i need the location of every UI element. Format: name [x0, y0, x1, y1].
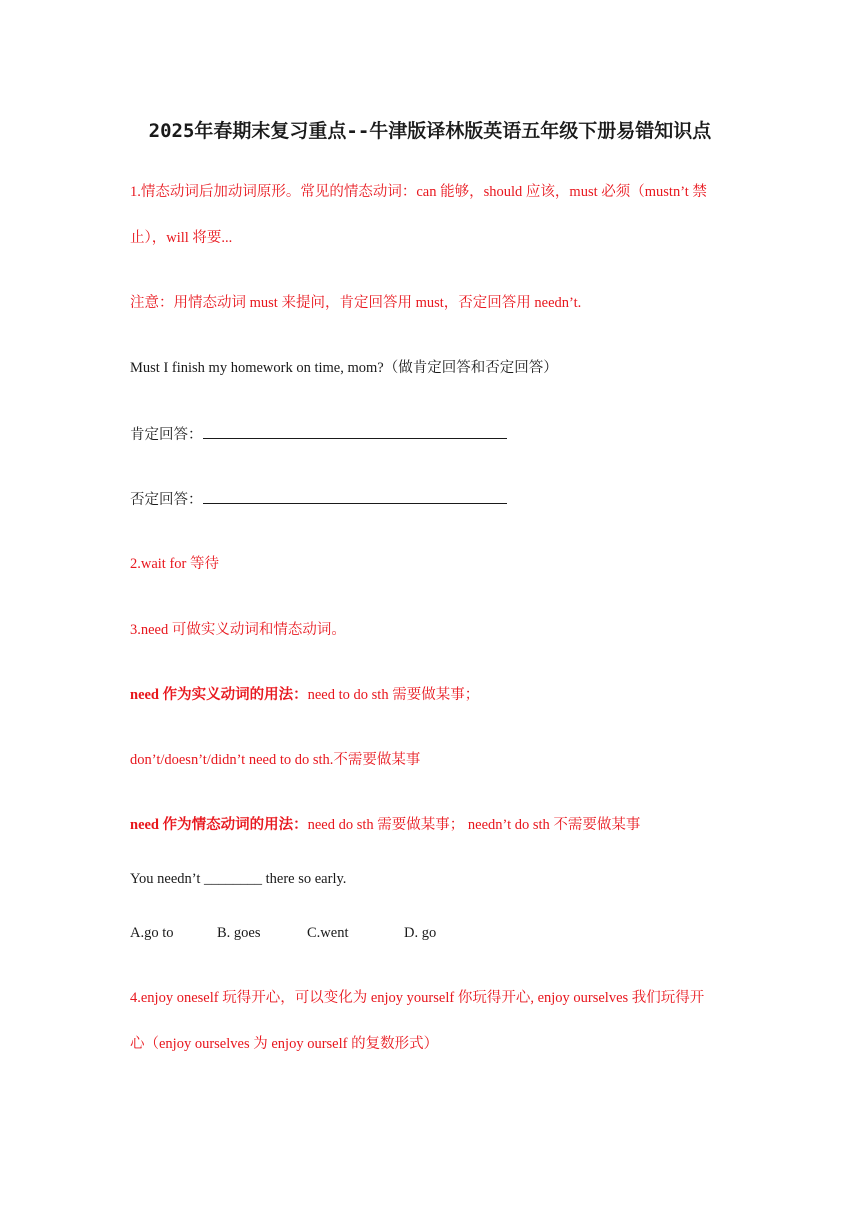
- answer-no-label: 否定回答：: [130, 492, 203, 508]
- option-d: D. go: [404, 925, 437, 941]
- question-1: Must I finish my homework on time, mom?（做肯定回答和否定回答）: [130, 360, 558, 376]
- option-c: C.went: [307, 925, 349, 941]
- answer-no-row: [130, 489, 507, 510]
- question-2-blank: ________: [204, 871, 262, 887]
- point-1-line-1: 1.情态动词后加动词原形。常见的情态动词：can 能够，should 应该，must 必须（mustn’t 禁: [130, 184, 707, 200]
- need-verb-negative: don’t/doesn’t/didn’t need to do sth.不需要做某事: [130, 752, 421, 768]
- need-modal-row: [130, 815, 640, 835]
- need-verb-text: need to do sth 需要做某事；: [307, 687, 480, 703]
- point-4-line-1: 4.enjoy oneself 玩得开心，可以变化为 enjoy yourself 你玩得开心, enjoy ourselves 我们玩得开: [130, 990, 705, 1006]
- question-2: [130, 869, 346, 889]
- answer-no-blank: [203, 489, 507, 504]
- point-1-line-2: 止），will 将要...: [130, 230, 233, 246]
- need-modal-label: need 作为情态动词的用法：: [130, 817, 308, 833]
- question-2-before: You needn’t: [130, 871, 201, 887]
- point-2: 2.wait for 等待: [130, 556, 219, 572]
- need-modal-text: need do sth 需要做某事； needn’t do sth 不需要做某事: [307, 817, 641, 833]
- answer-yes-blank: [203, 424, 507, 439]
- point-4-line-2: 心（enjoy ourselves 为 enjoy ourself 的复数形式）: [130, 1036, 439, 1052]
- option-a: A.go to: [130, 925, 174, 941]
- need-verb-row: [130, 685, 479, 705]
- need-verb-label: need 作为实义动词的用法：: [130, 687, 308, 703]
- page-title: 2025年春期末复习重点--牛津版译林版英语五年级下册易错知识点: [148, 120, 712, 142]
- question-2-after: there so early.: [265, 871, 347, 887]
- answer-yes-row: [130, 424, 507, 445]
- note-text: 注意：用情态动词 must 来提问，肯定回答用 must，否定回答用 needn’t.: [130, 295, 582, 311]
- answer-yes-label: 肯定回答：: [130, 427, 203, 443]
- point-3: 3.need 可做实义动词和情态动词。: [130, 622, 346, 638]
- option-b: B. goes: [217, 925, 261, 941]
